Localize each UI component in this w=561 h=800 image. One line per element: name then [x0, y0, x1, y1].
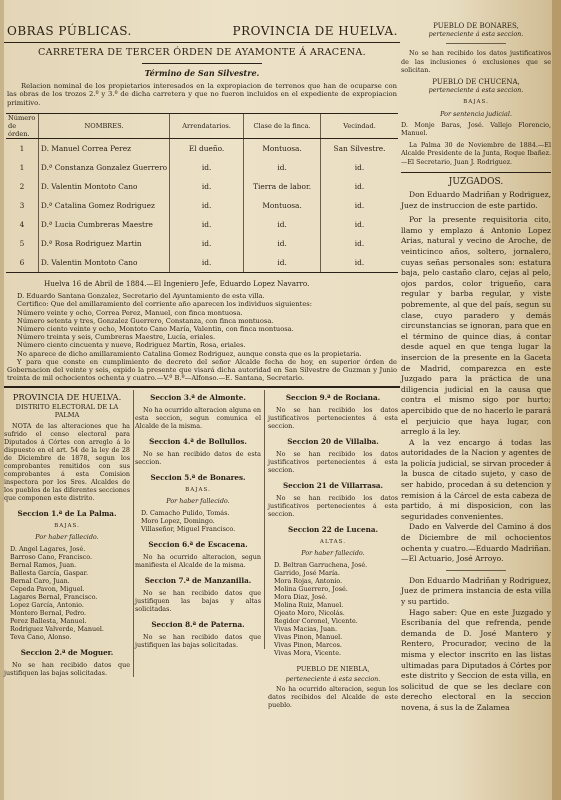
cell: D.ª Rosa Rodriguez Martin: [38, 234, 169, 253]
col2-section-5: Seccion 5.ª de Bonares.: [150, 473, 246, 483]
edict-1-body: Por la presente requisitoria cito, llamo y emplazo á Antonio Lopez Arias, natural y vecino de Aroche, de veinticinco años, soltero, jornalero, cuyas señas personales son: estatura baja, pelo castaño claro, cejas al pelo, ojos pardos, color trigueño, cara regular y barba regular, y viste pobremente, al que del país, segun su clase, cuyo paradero y demás circunstancias se ignoran, para que en el término de quince dias, á contar desde aquel en que tenga lugar la insercion de la presente en la Gaceta de Madrid, comparezca en este Juzgado para la práctica de una diligencia judicial en la causa que contra el mismo sigo por hurto; apercibido que de no hacerlo le parará el perjuicio que haya lugar, con arreglo á la ley.: [401, 215, 551, 437]
column-1: [4, 390, 134, 677]
col-header-residence: Vecindad.: [321, 114, 398, 139]
cert-line: Número ciento cincuenta y nueve, Rodriguez Martin, Rosa, eriales.: [17, 341, 246, 350]
list-item: Vivas Mora, Vicente.: [274, 649, 342, 658]
list-item: Montero Bernal, Pedro.: [10, 609, 87, 618]
cell: id.: [244, 158, 321, 177]
table-row: [6, 253, 398, 273]
page-right-edge: [552, 0, 561, 800]
cell: D. Valentin Montoto Cano: [38, 253, 169, 273]
table-row: [6, 139, 398, 159]
juzgados-heading: JUZGADOS.: [401, 172, 551, 186]
dateline: Huelva 16 de Abril de 1884.—El Ingeniero Jefe, Eduardo Lopez Navarro.: [44, 279, 310, 289]
cell: id.: [170, 196, 244, 215]
cell: id.: [170, 253, 244, 273]
side-pueblo-2: PUEBLO DE CHUCENA,: [432, 78, 520, 87]
list-item: Regidor Coronel, Vicente.: [274, 617, 358, 626]
table-row: [6, 177, 398, 196]
col3-reason: Por haber fallecido.: [301, 549, 365, 558]
col2-reason: Por haber fallecido.: [166, 497, 230, 506]
col3-altas: ALTAS.: [319, 539, 347, 546]
col1-section-2: Seccion 2.ª de Moguer.: [20, 648, 114, 658]
side-pueblo-1-sub: perteneciente á esta seccion.: [428, 30, 524, 39]
table-row: [6, 215, 398, 234]
cell: id.: [170, 177, 244, 196]
list-item: Garrido, José María.: [274, 569, 340, 578]
list-item: Moro Lopez, Domingo.: [141, 517, 215, 526]
list-item: Cepeda Pavon, Miguel.: [10, 585, 85, 594]
cell: 4: [19, 220, 25, 230]
cell: id.: [244, 234, 321, 253]
cell: D.ª Catalina Gomez Rodriguez: [38, 196, 169, 215]
certificate: [7, 292, 397, 382]
list-item: Villaseñor, Miguel Francisco.: [141, 525, 236, 534]
col2-section-3: Seccion 3.ª de Almonte.: [150, 393, 246, 403]
col3-section-9: Seccion 9.ª de Rociana.: [285, 393, 381, 403]
side-bajas: BAJAS.: [463, 99, 489, 106]
cell: Montuosa.: [244, 139, 321, 159]
list-item: Barroso Cano, Francisco.: [10, 553, 93, 562]
column-2: [135, 390, 265, 649]
list-item: Vivas Macias, Juan.: [274, 625, 338, 634]
table-row: [6, 196, 398, 215]
list-item: D. Beltran Garruchena, José.: [274, 561, 368, 570]
col2-section-4-text: No se han recibido datos de esta seccion.: [135, 450, 261, 467]
side-pueblo-2-sub: perteneciente á esta seccion.: [428, 86, 524, 95]
cell: Tierra de labor.: [244, 177, 321, 196]
col3-section-21: Seccion 21 de Villarrasa.: [282, 481, 384, 491]
road-title: CARRETERA DE TERCER ÓRDEN DE AYAMONTE Á ARACENA.: [37, 47, 367, 58]
page-header: [4, 22, 400, 43]
cell: 2: [19, 182, 25, 192]
col2-section-3-text: No ha ocurrido alteracion alguna en esta seccion, segun comunica el Alcalde de la misma.: [135, 406, 261, 431]
owners-table: [6, 113, 398, 273]
col1-reason: Por haber fallecido.: [35, 533, 99, 542]
side-rule: [446, 43, 506, 44]
cell: San Silvestre.: [321, 139, 398, 159]
col1-title: PROVINCIA DE HUELVA.: [12, 392, 122, 403]
col2-section-7-text: No se han recibido datos que justifiquen las bajas y altas solicitadas.: [135, 589, 261, 614]
header-left: OBRAS PÚBLICAS.: [7, 24, 132, 38]
cell: id.: [321, 215, 398, 234]
list-item: Mora Diaz, José.: [274, 593, 328, 602]
col2-section-7: Seccion 7.ª de Manzanilla.: [144, 576, 252, 586]
col2-section-6: Seccion 6.ª de Escacena.: [148, 540, 248, 550]
edict-1-body-2: A la vez encargo á todas las autoridades de la Nacion y agentes de la policía judicial, se sirvan proceder á la busca de citado sujeto, y caso de ser habido, procedan á su detencion y remision á la Cárcel de esta cabeza de partido, á mi disposicion, con las seguridades convenientes.: [401, 437, 551, 521]
cert-line: Y para que conste en cumplimiento de decreto del señor Alcalde fecha de hoy, en superior órden de Gobernacion del veinte y seis, expido la presente que visará dicha autoridad en San Silvestre de Guzman y Junio treinta de mil ochocientos ochenta y cuatro.—V.º B.º—Alfonso.—E. Santana, Secretario.: [7, 357, 397, 383]
cert-line: Certifico: Que del amillaramiento del corriente año aparecen los individuos siguientes:: [17, 300, 312, 309]
list-item: Perez Ballesta, Manuel.: [10, 617, 87, 626]
list-item: Vivas Pinon, Marcos.: [274, 641, 342, 650]
col1-section-2-text: No se han recibido datos que justifiquen las bajas solicitadas.: [4, 661, 130, 678]
list-item: Ballesta García, Gaspar.: [10, 569, 89, 578]
list-item: Mora Rojas, Antonio.: [274, 577, 343, 586]
main-section: [4, 22, 400, 770]
col3-section-9-text: No se han recibido los datos justificativos pertenecientes á esta seccion.: [268, 406, 398, 431]
col3-pueblo-text: No ha ocurrido alteracion, segun los datos recibidos del Alcalde de este pueblo.: [268, 685, 398, 710]
ornament-rule: [142, 63, 262, 64]
edict-2-intro: Don Eduardo Madriñan y Rodriguez, Juez de primera instancia de esta villa y su partido.: [401, 575, 551, 607]
cell: 1: [19, 144, 25, 154]
list-item: D. Angel Lagares, José.: [10, 545, 86, 554]
cert-line: Número ciento veinte y ocho, Montoto Cano María, Valentin, con finca montuosa.: [17, 325, 294, 334]
side-names: D. Monje Baras, José. Vallejo Florencio, Manuel.: [401, 120, 551, 138]
col1-bajas: BAJAS.: [54, 523, 80, 530]
cell: D.ª Lucia Cumbreras Maestre: [38, 215, 169, 234]
list-item: Molina Guerrero, José.: [274, 585, 348, 594]
cell: id.: [170, 234, 244, 253]
electoral-columns: [4, 390, 400, 770]
side-pueblo-1-text: No se han recibido los datos justificativos de las inclusiones ó exclusiones que se solicitan.: [401, 49, 551, 74]
cell: id.: [244, 215, 321, 234]
col3-section-22: Seccion 22 de Lucena.: [288, 525, 378, 535]
col3-section-21-text: No se han recibido los datos justificativos pertenecientes á esta seccion.: [268, 494, 398, 519]
col2-section-8-text: No se han recibido datos que justifiquen las bajas solicitadas.: [135, 633, 261, 650]
col2-section-8: Seccion 8.ª de Paterna.: [151, 620, 245, 630]
cert-line: Número treinta y seis, Cumbreras Maestre, Lucía, eriales.: [17, 333, 216, 342]
col2-section-4: Seccion 4.ª de Bollullos.: [149, 437, 247, 447]
cert-line: No aparece de dicho amillaramiento Catalina Gomez Rodriguez, aunque consta que es la propietaria.: [17, 349, 362, 358]
municipality-title: Término de San Silvestre.: [144, 68, 260, 78]
cell: El dueño.: [170, 139, 244, 159]
cell: id.: [170, 158, 244, 177]
cell: 6: [6, 253, 38, 273]
col-header-class: Clase de la finca.: [244, 114, 321, 139]
cell: D.ª Constanza Gonzalez Guerrero: [38, 158, 169, 177]
header-right: PROVINCIA DE HUELVA.: [232, 24, 398, 38]
edict-1-close: Dado en Valverde del Camino á dos de Diciembre de mil ochocientos ochenta y cuatro.—Eduardo Madriñan.—El Actuario, José Arroyo.: [401, 522, 551, 564]
section-divider: [4, 386, 400, 388]
table-header-row: [6, 114, 398, 139]
col2-bajas: BAJAS.: [185, 487, 211, 494]
col3-section-20: Seccion 20 de Villalba.: [287, 437, 379, 447]
col2-section-6-text: No ha ocurrido alteracion, segun manifiesta el Alcalde de la misma.: [135, 553, 261, 570]
right-column: [401, 22, 551, 714]
cell: id.: [244, 253, 321, 273]
list-item: Rodriguez Valverde, Manuel.: [10, 625, 104, 634]
table-row: [6, 158, 398, 177]
cell: 5: [19, 239, 25, 249]
cert-line: Número setenta y tres, Gonzalez Guerrero, Constanza, con finca montuosa.: [17, 316, 274, 325]
cell: id.: [321, 234, 398, 253]
edict-2-body: Hago saber: Que en este Juzgado y Escribanía del que refrenda, pende demanda de D. José Mantero y Rentero, Procurador, vecino de la misma y elector inscrito en las listas ultimadas para Diputados á Córtes por este distrito y Seccion de esta villa, en solicitud de que se les declare con derecho electoral en la seccion novena, á sus la de Zalamea: [401, 607, 551, 712]
col1-subtitle: DISTRITO ELECTORAL DE LA PALMA: [15, 403, 119, 420]
col1-nota: NOTA de las alteraciones que ha sufrido el censo electoral para Diputados á Córtes con arreglo á lo dispuesto en el art. 54 de la ley de 28 de Diciembre de 1878, segun los comprobantes remitidos con sus comprobantes á esta Comision inspectora por los Sres. Alcaldes de los pueblos de las diferentes secciones que componen este distrito.: [4, 422, 130, 503]
edict-1-intro: Don Eduardo Madriñan y Rodriguez, Juez de instruccion de este partido.: [401, 190, 551, 210]
cell: id.: [321, 177, 398, 196]
cert-line: D. Eduardo Santana Gonzalez, Secretario del Ayuntamiento de esta villa.: [17, 292, 265, 301]
list-item: Bernal Ramos, Juan.: [10, 561, 77, 570]
cert-line: Número veinte y ocho, Correa Perez, Manuel, con finca montuosa.: [17, 308, 243, 317]
intro-paragraph: Relacion nominal de los propietarios interesados en la expropiacion de terrenos que han de ocuparse con las obras de los trozos 2.º y 3.º de dicha carretera y que no fueron incluidos en el expediente de expropiacion primitivo.: [7, 82, 397, 107]
cell: Montuosa.: [244, 196, 321, 215]
list-item: Vivas Pinon, Manuel.: [274, 633, 343, 642]
side-pueblo-1: PUEBLO DE BONARES,: [433, 22, 519, 30]
list-item: Teva Cano, Alonso.: [10, 633, 72, 642]
side-fecha: La Palma 30 de Noviembre de 1884.—El Alcalde Presidente de la Junta, Roque Ibañez.—El Secretario, Juan J. Rodriguez.: [401, 141, 551, 166]
cell: id.: [321, 196, 398, 215]
col-header-tenants: Arrendatarios.: [170, 114, 244, 139]
cell: D. Valentin Montoto Cano: [38, 177, 169, 196]
col3-section-20-text: No se han recibido los datos justificativos pertenecientes á esta seccion.: [268, 450, 398, 475]
side-reason: Por sentencia judicial.: [440, 109, 512, 118]
col3-pueblo: PUEBLO DE NIEBLA,: [296, 665, 370, 674]
cell: id.: [321, 158, 398, 177]
list-item: Lagares Bernal, Francisco.: [10, 593, 98, 602]
cell: id.: [170, 215, 244, 234]
side-rule-2: [446, 570, 506, 571]
list-item: Lopez García, Antonio.: [10, 601, 84, 610]
col3-pueblo-sub: perteneciente á esta seccion.: [285, 675, 381, 684]
cell: 1: [19, 163, 25, 173]
list-item: Ojeato Moro, Nicolás.: [274, 609, 345, 618]
cell: id.: [321, 253, 398, 273]
list-item: Molina Ruiz, Manuel.: [274, 601, 344, 610]
col1-section-1: Seccion 1.ª de La Palma.: [17, 509, 117, 519]
cell: D. Manuel Correa Perez: [38, 139, 169, 159]
list-item: D. Camacho Pulido, Tomás.: [141, 509, 230, 518]
col-header-number: Número de órden.: [6, 114, 38, 139]
col-header-names: NOMBRES.: [38, 114, 169, 139]
cell: 3: [19, 201, 25, 211]
table-row: [6, 234, 398, 253]
list-item: Bernal Caro, Juan.: [10, 577, 70, 586]
column-3: [268, 390, 398, 709]
